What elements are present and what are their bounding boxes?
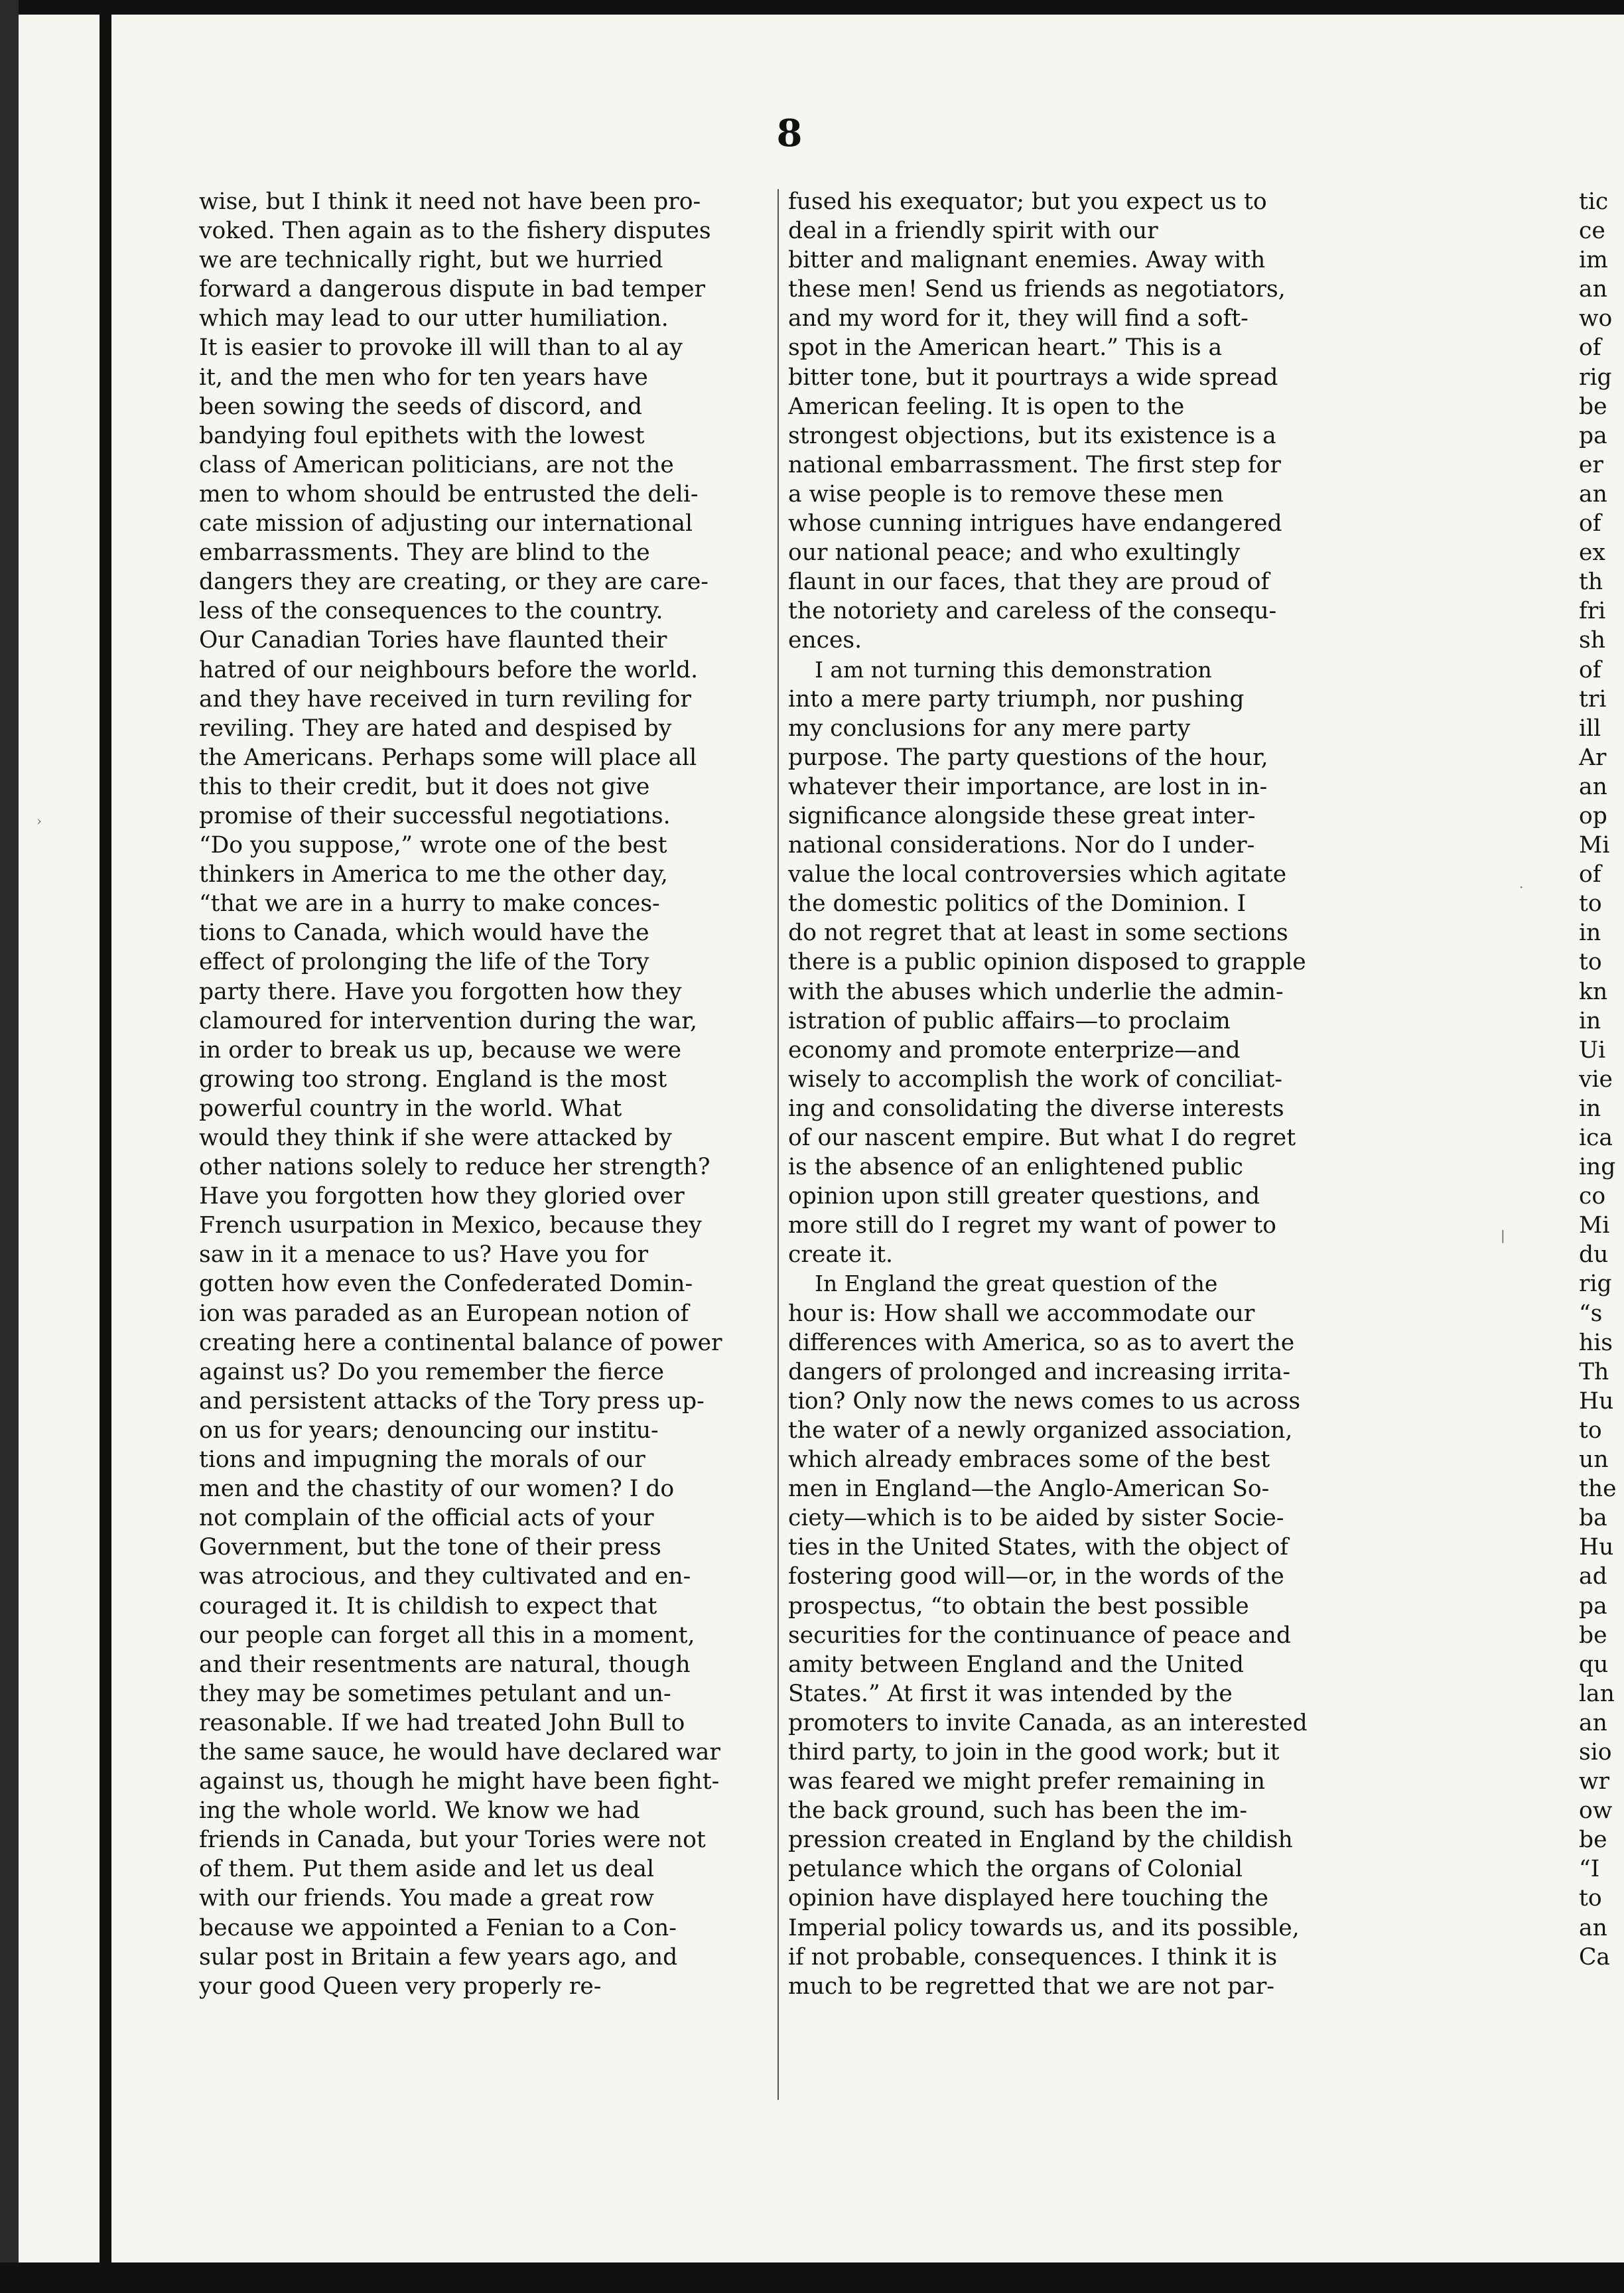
text-line: dangers of prolonged and increasing irrita- — [788, 1358, 1291, 1385]
text-line: reviling. They are hated and despised by — [199, 715, 672, 742]
text-line: our national peace; and who exultingly — [788, 539, 1241, 567]
text-line: do not regret that at least in some sections — [788, 920, 1288, 947]
paragraph-continued — [199, 187, 768, 2001]
text-line: istration of public affairs—to proclaim — [788, 1007, 1231, 1034]
text-line: other nations solely to reduce her strength? — [199, 1154, 710, 1181]
text-line: which may lead to our utter humiliation. — [199, 305, 669, 332]
text-line: tic — [1579, 188, 1609, 215]
text-line: these men! Send us friends as negotiators, — [788, 276, 1286, 303]
text-line: national considerations. Nor do I under- — [788, 832, 1255, 859]
text-line: deal in a friendly spirit with our — [788, 218, 1158, 245]
text-line: to — [1579, 890, 1602, 918]
text-line: couraged it. It is childish to expect that — [199, 1592, 657, 1620]
text-line: and persistent attacks of the Tory press up- — [199, 1387, 705, 1415]
text-line: dangers they are creating, or they are care- — [199, 569, 709, 596]
text-line: pa — [1579, 1592, 1607, 1620]
text-line: the back ground, such has been the im- — [788, 1797, 1247, 1825]
text-line: ill — [1579, 715, 1601, 742]
text-line: more still do I regret my want of power to — [788, 1212, 1276, 1239]
text-line: of — [1579, 656, 1601, 683]
text-line: tions to Canada, which would have the — [199, 920, 649, 947]
text-line: er — [1579, 451, 1603, 478]
text-line: op — [1579, 802, 1607, 829]
text-line: wo — [1579, 305, 1613, 332]
text-line: prospectus, “to obtain the best possible — [788, 1592, 1249, 1620]
text-line: American feeling. It is open to the — [788, 393, 1185, 420]
text-line: his — [1579, 1329, 1613, 1356]
text-line: been sowing the seeds of discord, and — [199, 393, 642, 420]
text-line: opinion have displayed here touching the — [788, 1885, 1268, 1912]
text-line: hour is: How shall we accommodate our — [788, 1300, 1255, 1327]
text-line: Th — [1579, 1358, 1609, 1385]
text-line: to — [1579, 949, 1602, 976]
text-line: be — [1579, 1827, 1607, 1854]
text-line: not complain of the official acts of your — [199, 1505, 654, 1532]
text-line: men to whom should be entrusted the deli- — [199, 480, 699, 508]
text-line: tion? Only now the news comes to us across — [788, 1387, 1301, 1415]
text-line: of — [1579, 334, 1601, 362]
text-line: economy and promote enterprize—and — [788, 1036, 1241, 1064]
text-line: It is easier to provoke ill will than to al ay — [199, 334, 683, 362]
text-line: fri — [1579, 598, 1606, 625]
text-line: States.” At first it was intended by the — [788, 1680, 1233, 1707]
paragraph-continued — [788, 187, 1360, 656]
text-line: qu — [1579, 1651, 1609, 1678]
text-line: of — [1579, 510, 1601, 537]
text-line: fostering good will—or, in the words of the — [788, 1563, 1284, 1590]
text-line: is the absence of an enlightened public — [788, 1154, 1243, 1181]
text-line: ow — [1579, 1797, 1613, 1825]
text-line: the same sauce, he would have declared war — [199, 1738, 720, 1766]
text-line: saw in it a menace to us? Have you for — [199, 1241, 649, 1269]
text-line: into a mere party triumph, nor pushing — [788, 685, 1245, 713]
text-line: growing too strong. England is the most — [199, 1066, 667, 1093]
text-line: ing the whole world. We know we had — [199, 1797, 640, 1825]
page-number: 8 — [776, 111, 803, 155]
text-line: national embarrassment. The first step for — [788, 451, 1281, 478]
text-line: du — [1579, 1241, 1609, 1269]
text-line: create it. — [788, 1241, 893, 1269]
text-line: creating here a continental balance of power — [199, 1329, 722, 1356]
text-line: differences with America, so as to avert the — [788, 1329, 1295, 1356]
text-line: tions and impugning the morals of our — [199, 1446, 645, 1474]
text-column-left — [199, 187, 768, 2001]
text-line: whose cunning intrigues have endangered — [788, 510, 1282, 537]
text-line: in — [1579, 920, 1601, 947]
text-line: the — [1579, 1476, 1617, 1503]
text-line: your good Queen very properly re- — [199, 1973, 602, 2000]
paragraph-fragment — [1579, 187, 1624, 1972]
text-line: men in England—the Anglo-American So- — [788, 1476, 1270, 1503]
text-line: Ui — [1579, 1036, 1606, 1064]
text-line: our people can forget all this in a moment, — [199, 1622, 695, 1649]
text-line: “I — [1579, 1856, 1600, 1883]
text-line: wise, but I think it need not have been pro- — [199, 188, 701, 215]
text-line: In England the great question of the — [815, 1271, 1218, 1297]
text-line: fused his exequator; but you expect us to — [788, 188, 1267, 215]
text-line: reasonable. If we had treated John Bull to — [199, 1709, 685, 1736]
text-line: ciety—which is to be aided by sister Socie- — [788, 1505, 1284, 1532]
text-line: ex — [1579, 539, 1605, 567]
text-line: in — [1579, 1007, 1601, 1034]
scan-border-top — [19, 0, 1624, 15]
text-line: Have you forgotten how they gloried over — [199, 1183, 685, 1210]
text-line: my conclusions for any mere party — [788, 715, 1191, 742]
text-line: opinion upon still greater questions, and — [788, 1183, 1260, 1210]
text-line: hatred of our neighbours before the world. — [199, 656, 699, 683]
text-line: less of the consequences to the country. — [199, 598, 663, 625]
text-line: embarrassments. They are blind to the — [199, 539, 650, 567]
text-line: which already embraces some of the best — [788, 1446, 1270, 1474]
text-line: Ca — [1579, 1943, 1610, 1971]
text-line: cate mission of adjusting our international — [199, 510, 693, 537]
text-line: a wise people is to remove these men — [788, 480, 1224, 508]
text-line: ing — [1579, 1154, 1616, 1181]
text-line: I am not turning this demonstration — [815, 656, 1212, 683]
text-line: in — [1579, 1095, 1601, 1122]
text-line: vie — [1579, 1066, 1613, 1093]
text-line: to — [1579, 1885, 1602, 1912]
text-line: tri — [1579, 685, 1607, 713]
text-line: an — [1579, 1914, 1607, 1941]
scan-speck: | — [1501, 1227, 1505, 1243]
text-line: the notoriety and careless of the consequ- — [788, 598, 1277, 625]
text-line: kn — [1579, 978, 1608, 1005]
text-line: effect of prolonging the life of the Tory — [199, 949, 649, 976]
text-column-right-fragment — [1579, 187, 1624, 1972]
text-line: flaunt in our faces, that they are proud of — [788, 569, 1270, 596]
text-line: party there. Have you forgotten how they — [199, 978, 682, 1005]
scan-border-left — [100, 0, 111, 2293]
text-line: co — [1579, 1183, 1606, 1210]
text-line: sh — [1579, 627, 1605, 654]
text-line: of our nascent empire. But what I do regret — [788, 1125, 1296, 1151]
text-line: petulance which the organs of Colonial — [788, 1856, 1243, 1883]
text-line: the water of a newly organized association, — [788, 1417, 1293, 1444]
text-line: Our Canadian Tories have flaunted their — [199, 627, 667, 654]
text-line: forward a dangerous dispute in bad temper — [199, 276, 706, 303]
paragraph — [788, 1269, 1360, 2000]
text-line: lan — [1579, 1680, 1615, 1707]
text-line: promoters to invite Canada, as an interested — [788, 1709, 1308, 1736]
text-line: men and the chastity of our women? I do — [199, 1476, 675, 1503]
text-line: against us, though he might have been fight- — [199, 1768, 720, 1795]
text-line: rig — [1579, 364, 1612, 391]
text-line: voked. Then again as to the fishery disputes — [199, 218, 711, 245]
text-line: bandying foul epithets with the lowest — [199, 422, 645, 449]
text-line: in order to break us up, because we were — [199, 1036, 682, 1064]
text-line: amity between England and the United — [788, 1651, 1244, 1678]
text-line: with the abuses which underlie the admin- — [788, 978, 1284, 1005]
text-line: class of American politicians, are not the — [199, 451, 674, 478]
text-line: pa — [1579, 422, 1607, 449]
text-line: Mi — [1579, 832, 1610, 859]
text-line: it, and the men who for ten years have — [199, 364, 648, 391]
text-line: an — [1579, 480, 1607, 508]
text-line: ties in the United States, with the object of — [788, 1534, 1289, 1561]
text-line: “that we are in a hurry to make conces- — [199, 890, 660, 918]
text-line: be — [1579, 393, 1607, 420]
text-line: bitter and malignant enemies. Away with — [788, 247, 1266, 274]
text-line: and they have received in turn reviling for — [199, 685, 691, 713]
text-line: Hu — [1579, 1534, 1614, 1561]
text-line: an — [1579, 773, 1607, 800]
text-line: sio — [1579, 1738, 1612, 1766]
text-line: with our friends. You made a great row — [199, 1885, 654, 1912]
text-line: if not probable, consequences. I think it is — [788, 1943, 1278, 1971]
text-line: securities for the continuance of peace and — [788, 1622, 1291, 1649]
text-line: Hu — [1579, 1387, 1614, 1415]
text-line: third party, to join in the good work; but it — [788, 1738, 1280, 1766]
text-line: was atrocious, and they cultivated and en- — [199, 1563, 691, 1590]
text-line: promise of their successful negotiations. — [199, 802, 671, 829]
text-line: ing and consolidating the diverse interests — [788, 1095, 1284, 1122]
text-line: rig — [1579, 1271, 1612, 1298]
text-line: sular post in Britain a few years ago, and — [199, 1943, 678, 1971]
text-line: of them. Put them aside and let us deal — [199, 1856, 654, 1883]
text-line: of — [1579, 861, 1601, 888]
text-line: they may be sometimes petulant and un- — [199, 1680, 671, 1707]
text-line: bitter tone, but it pourtrays a wide spread — [788, 364, 1278, 391]
text-line: ion was paraded as an European notion of — [199, 1300, 689, 1327]
text-line: gotten how even the Confederated Domin- — [199, 1271, 693, 1298]
text-line: purpose. The party questions of the hour, — [788, 744, 1268, 771]
scan-speck: · — [1519, 879, 1524, 895]
text-line: clamoured for intervention during the war, — [199, 1007, 697, 1034]
text-line: strongest objections, but its existence is a — [788, 422, 1276, 449]
text-line: was feared we might prefer remaining in — [788, 1768, 1265, 1795]
text-line: because we appointed a Fenian to a Con- — [199, 1914, 677, 1941]
text-line: Ar — [1579, 744, 1607, 771]
text-line: ce — [1579, 218, 1605, 245]
scan-border-bottom — [0, 2262, 1624, 2293]
text-line: thinkers in America to me the other day, — [199, 861, 668, 888]
text-line: Imperial policy towards us, and its possible, — [788, 1914, 1300, 1941]
text-line: wisely to accomplish the work of conciliat- — [788, 1066, 1282, 1093]
text-line: and their resentments are natural, though — [199, 1651, 691, 1678]
text-line: on us for years; denouncing our institu- — [199, 1417, 659, 1444]
text-line: pression created in England by the childish — [788, 1827, 1293, 1854]
text-line: against us? Do you remember the fierce — [199, 1358, 665, 1385]
text-line: and my word for it, they will find a soft- — [788, 305, 1249, 332]
text-line: the domestic politics of the Dominion. I — [788, 890, 1247, 918]
text-line: whatever their importance, are lost in in- — [788, 773, 1268, 800]
text-line: ad — [1579, 1563, 1607, 1590]
text-line: French usurpation in Mexico, because they — [199, 1212, 702, 1239]
text-line: wr — [1579, 1768, 1610, 1795]
text-line: this to their credit, but it does not give — [199, 773, 650, 800]
column-rule — [778, 189, 779, 2100]
text-line: ences. — [788, 627, 862, 654]
text-line: ica — [1579, 1125, 1613, 1151]
text-line: im — [1579, 247, 1608, 274]
text-line: significance alongside these great inter- — [788, 802, 1256, 829]
text-line: the Americans. Perhaps some will place all — [199, 744, 697, 771]
text-line: an — [1579, 276, 1607, 303]
text-line: th — [1579, 569, 1603, 596]
text-line: un — [1579, 1446, 1609, 1474]
text-line: powerful country in the world. What — [199, 1095, 622, 1122]
text-line: value the local controversies which agitate — [788, 861, 1287, 888]
paragraph — [788, 656, 1360, 1270]
text-line: Mi — [1579, 1212, 1610, 1239]
text-line: ba — [1579, 1505, 1607, 1532]
text-line: much to be regretted that we are not par- — [788, 1973, 1275, 2000]
text-line: an — [1579, 1709, 1607, 1736]
text-line: would they think if she were attacked by — [199, 1125, 672, 1151]
text-column-middle — [788, 187, 1360, 2001]
text-line: spot in the American heart.” This is a — [788, 334, 1223, 362]
text-line: “s — [1579, 1300, 1603, 1327]
scan-speck: › — [36, 813, 42, 829]
text-line: be — [1579, 1622, 1607, 1649]
text-line: there is a public opinion disposed to grapple — [788, 949, 1306, 976]
text-line: to — [1579, 1417, 1602, 1444]
text-line: “Do you suppose,” wrote one of the best — [199, 832, 667, 859]
text-line: friends in Canada, but your Tories were not — [199, 1827, 706, 1854]
text-line: we are technically right, but we hurried — [199, 247, 663, 274]
text-line: Government, but the tone of their press — [199, 1534, 661, 1561]
